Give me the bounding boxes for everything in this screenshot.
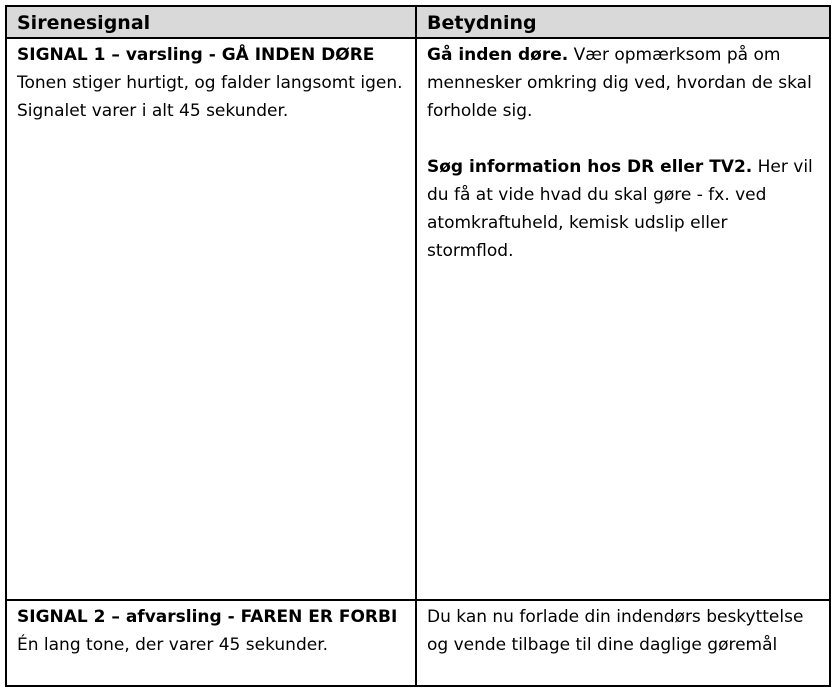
signal-description: Én lang tone, der varer 45 sekunder. <box>17 635 329 655</box>
meaning-text: Du kan nu forlade din indendørs beskyttelse og vende tilbage til dine daglige gøremål <box>427 607 804 655</box>
meaning-bold: Søg information hos DR eller TV2. <box>427 157 753 177</box>
meaning-bold: Gå inden døre. <box>427 45 569 65</box>
meaning-cell <box>416 600 830 686</box>
signal-title: SIGNAL 2 – afvarsling - FAREN ER FORBI <box>17 607 398 627</box>
meaning-text: Vær opmærksom på om mennesker omkring dig ved, hvordan de skal forholde sig. <box>427 45 812 121</box>
signal-title: SIGNAL 1 – varsling - GÅ INDEN DØRE <box>17 45 375 65</box>
table-row <box>6 38 830 600</box>
meaning-text: Her vil du få at vide hvad du skal gøre - fx. ved atomkraftuheld, kemisk udslip eller stormflod. <box>427 157 813 261</box>
table-header-row <box>6 6 830 38</box>
paragraph-gap <box>427 125 819 153</box>
meaning-cell <box>416 38 830 600</box>
header-sirenesignal: Sirenesignal <box>6 6 416 38</box>
meaning-paragraph <box>427 153 819 265</box>
signal-cell <box>6 38 416 600</box>
meaning-paragraph <box>427 41 819 125</box>
siren-signal-table <box>5 5 831 687</box>
signal-description: Tonen stiger hurtigt, og falder langsomt igen. Signalet varer i alt 45 sekunder. <box>17 73 403 121</box>
table-row <box>6 600 830 686</box>
header-betydning: Betydning <box>416 6 830 38</box>
signal-cell <box>6 600 416 686</box>
